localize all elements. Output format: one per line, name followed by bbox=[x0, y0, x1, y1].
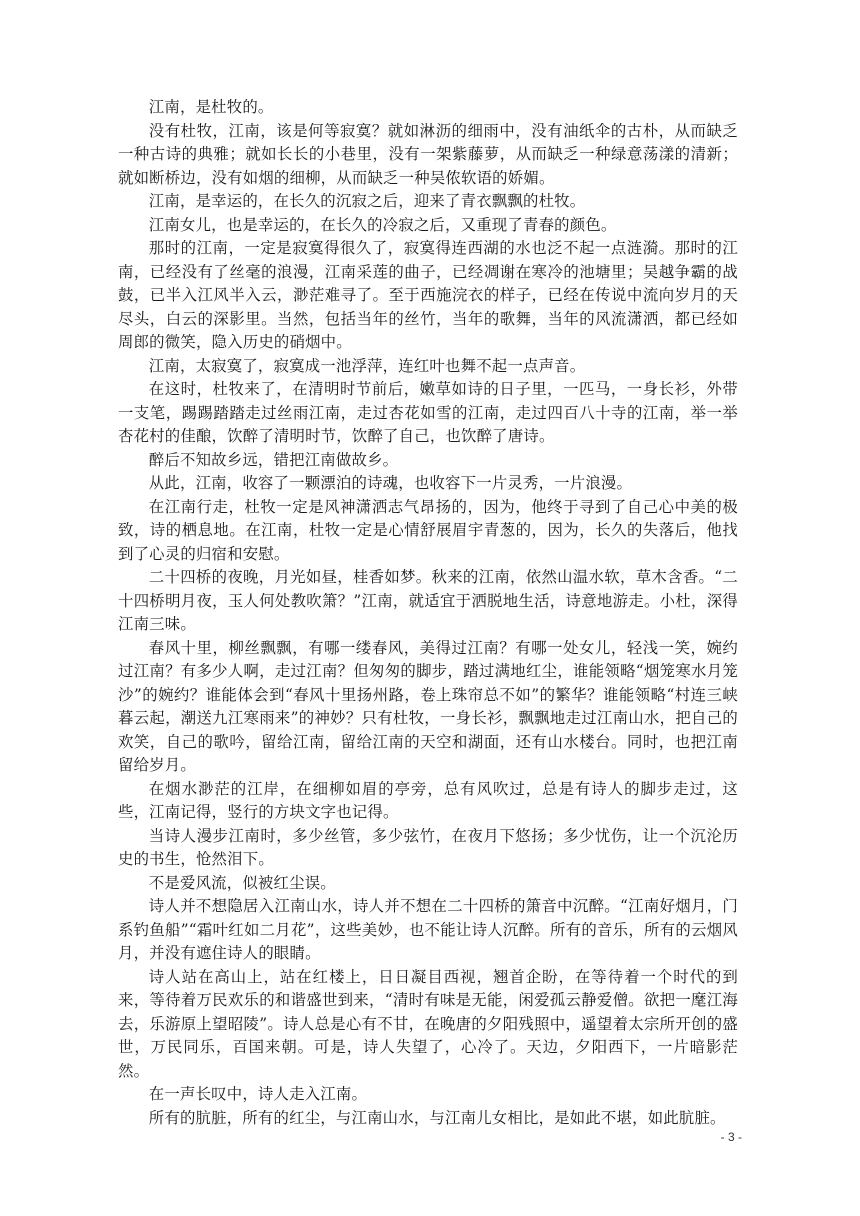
paragraph-19: 所有的肮脏，所有的红尘，与江南山水，与江南儿女相比，是如此不堪，如此肮脏。 bbox=[148, 1108, 726, 1127]
paragraph-2: 没有杜牧，江南，该是何等寂寞？就如淋沥的细雨中，没有油纸伞的古朴，从而缺乏一种古诗的典雅；就如长长的小巷里，没有一架紫藤萝，从而缺乏一种绿意荡漾的清新；就如断桥边，没有如烟的细柳，从而缺乏一种吴侬软语的娇媚。 bbox=[118, 121, 738, 187]
paragraph-13: 在烟水渺茫的江岸，在细柳如眉的亭旁，总有风吹过，总是有诗人的脚步走过，这些，江南记得，竖行的方块文字也记得。 bbox=[118, 779, 738, 821]
paragraph-7: 在这时，杜牧来了，在清明时节前后，嫩草如诗的日子里，一匹马，一身长衫，外带一支笔，踢踢踏踏走过丝雨江南，走过杏花如雪的江南，走过四百八十寺的江南，举一举杏花村的佳酿，饮醉了清明时节，饮醉了自己，也饮醉了唐诗。 bbox=[118, 380, 738, 445]
paragraph-10: 在江南行走，杜牧一定是风神潇洒志气昂扬的，因为，他终于寻到了自己心中美的极致，诗的栖息地。在江南，杜牧一定是心情舒展眉宇青葱的，因为，长久的失落后，他找到了心灵的归宿和安慰。 bbox=[118, 497, 738, 563]
paragraph-9: 从此，江南，收容了一颗漂泊的诗魂，也收容下一片灵秀，一片浪漫。 bbox=[148, 474, 633, 492]
paragraph-14: 当诗人漫步江南时，多少丝管，多少弦竹，在夜月下悠扬；多少忧伤，让一个沉沦历史的书生，怆然泪下。 bbox=[118, 826, 738, 868]
paragraph-11: 二十四桥的夜晚，月光如昼，桂香如梦。秋来的江南，依然山温水软，草木含香。“二十四桥明月夜，玉人何处教吹箫？”江南，就适宜于洒脱地生活，诗意地游走。小杜，深得江南三味。 bbox=[118, 568, 738, 633]
paragraph-12: 春风十里，柳丝飘飘，有哪一缕春风，美得过江南？有哪一处女儿，轻浅一笑，婉约过江南？有多少人啊，走过江南？但匆匆的脚步，踏过满地红尘，谁能领略“烟笼寒水月笼沙”的婉约？谁能体会到“春风十里扬州路，卷上珠帘总不如”的繁华？谁能领略“村连三峡暮云起，潮送九江寒雨来”的神妙？只有杜牧，一身长衫，飘飘地走过江南山水，把自己的欢笑，自己的歌吟，留给江南，留给江南的天空和湖面，还有山水楼台。同时，也把江南留给岁月。 bbox=[118, 638, 738, 774]
paragraph-5: 那时的江南，一定是寂寞得很久了，寂寞得连西湖的水也泛不起一点涟漪。那时的江南，已经没有了丝毫的浪漫，江南采莲的曲子，已经凋谢在寒冷的池塘里；吴越争霸的战鼓，已半入江风半入云，渺茫难寻了。至于西施浣衣的样子，已经在传说中流向岁月的天尽头，白云的深影里。当然，包括当年的丝竹，当年的歌舞，当年的风流潇洒，都已经如周郎的微笑，隐入历史的硝烟中。 bbox=[118, 239, 738, 351]
paragraph-15: 不是爱风流，似被红尘误。 bbox=[148, 873, 336, 892]
paragraph-8: 醉后不知故乡远，错把江南做故乡。 bbox=[148, 450, 399, 469]
paragraph-6: 江南，太寂寞了，寂寞成一池浮萍，连红叶也舞不起一点声音。 bbox=[148, 356, 586, 375]
paragraph-17: 诗人站在高山上，站在红楼上，日日凝目西视，翘首企盼，在等待着一个时代的到来，等待着万民欢乐的和谐盛世到来，“清时有味是无能，闲爱孤云静爱僧。欲把一麾江海去，乐游原上望昭陵”。诗人总是心有不甘，在晚唐的夕阳残照中，遥望着太宗所开创的盛世，万民同乐，百国来朝。可是，诗人失望了，心冷了。天边，夕阳西下，一片暗影茫然。 bbox=[118, 967, 738, 1080]
document-body bbox=[118, 96, 738, 1130]
paragraph-3: 江南，是幸运的，在长久的沉寂之后，迎来了青衣飘飘的杜牧。 bbox=[148, 192, 586, 210]
paragraph-1: 江南，是杜牧的。 bbox=[148, 98, 274, 116]
paragraph-16: 诗人并不想隐居入江南山水，诗人并不想在二十四桥的箫音中沉醉。“江南好烟月，门系钓鱼船”“霜叶红如二月花”，这些美妙，也不能让诗人沉醉。所有的音乐，所有的云烟风月，并没有遮住诗人的眼睛。 bbox=[118, 897, 738, 962]
page-number: - 3 - bbox=[720, 1130, 742, 1144]
paragraph-4: 江南女儿，也是幸运的，在长久的冷寂之后，又重现了青春的颜色。 bbox=[148, 215, 617, 234]
paragraph-18: 在一声长叹中，诗人走入江南。 bbox=[148, 1085, 368, 1103]
